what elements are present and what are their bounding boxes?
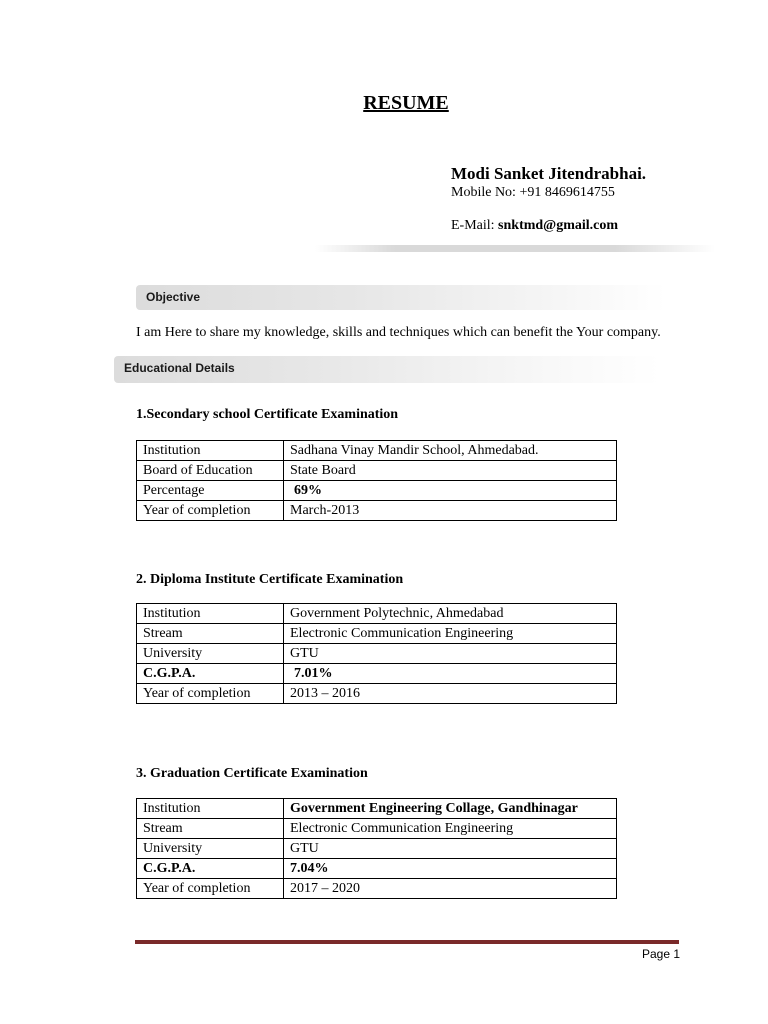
table-cell: Government Polytechnic, Ahmedabad [284, 604, 617, 624]
objective-text: I am Here to share my knowledge, skills and techniques which can benefit the Your company. [136, 325, 661, 340]
table-cell: Government Engineering Collage, Gandhinagar [284, 799, 617, 819]
table-cell: Percentage [137, 481, 284, 501]
table-cell: 2017 – 2020 [284, 879, 617, 899]
table-row [137, 624, 617, 644]
table-row [137, 461, 617, 481]
ssc-title: 1.Secondary school Certificate Examination [136, 407, 399, 422]
table-row [137, 684, 617, 704]
table-cell: 7.04% [284, 859, 617, 879]
page-number: Page 1 [642, 947, 681, 961]
graduation-table [136, 798, 617, 899]
table-cell: Year of completion [137, 501, 284, 521]
candidate-name: Modi Sanket Jitendrabhai. [451, 164, 647, 183]
header-divider [315, 245, 715, 252]
footer-rule [135, 940, 679, 944]
table-row [137, 859, 617, 879]
education-heading: Educational Details [114, 356, 660, 383]
graduation-title: 3. Graduation Certificate Examination [136, 766, 368, 781]
table-cell: University [137, 839, 284, 859]
table-cell: 69% [284, 481, 617, 501]
table-cell: C.G.P.A. [137, 859, 284, 879]
email-line [451, 218, 618, 234]
table-row [137, 819, 617, 839]
table-row [137, 501, 617, 521]
table-cell: GTU [284, 644, 617, 664]
table-row [137, 481, 617, 501]
objective-heading: Objective [136, 285, 666, 310]
table-cell: 2013 – 2016 [284, 684, 617, 704]
table-row [137, 644, 617, 664]
table-cell: Sadhana Vinay Mandir School, Ahmedabad. [284, 441, 617, 461]
resume-title: RESUME [363, 92, 449, 114]
table-cell: Institution [137, 799, 284, 819]
table-cell: 7.01% [284, 664, 617, 684]
table-row [137, 604, 617, 624]
table-cell: Electronic Communication Engineering [284, 819, 617, 839]
table-row [137, 799, 617, 819]
table-cell: Electronic Communication Engineering [284, 624, 617, 644]
table-cell: Year of completion [137, 879, 284, 899]
table-cell: State Board [284, 461, 617, 481]
table-cell: Institution [137, 441, 284, 461]
diploma-title: 2. Diploma Institute Certificate Examination [136, 572, 404, 587]
table-cell: Board of Education [137, 461, 284, 481]
ssc-table [136, 440, 617, 521]
email-value: snktmd@gmail.com [498, 218, 619, 233]
table-cell: March-2013 [284, 501, 617, 521]
table-row [137, 664, 617, 684]
table-row [137, 839, 617, 859]
table-row [137, 879, 617, 899]
email-label: E-Mail: [451, 218, 499, 233]
diploma-table [136, 603, 617, 704]
table-cell: Stream [137, 819, 284, 839]
table-cell: Institution [137, 604, 284, 624]
table-cell: Stream [137, 624, 284, 644]
table-cell: GTU [284, 839, 617, 859]
table-cell: University [137, 644, 284, 664]
table-row [137, 441, 617, 461]
mobile-number: Mobile No: +91 8469614755 [451, 185, 615, 200]
table-cell: C.G.P.A. [137, 664, 284, 684]
table-cell: Year of completion [137, 684, 284, 704]
